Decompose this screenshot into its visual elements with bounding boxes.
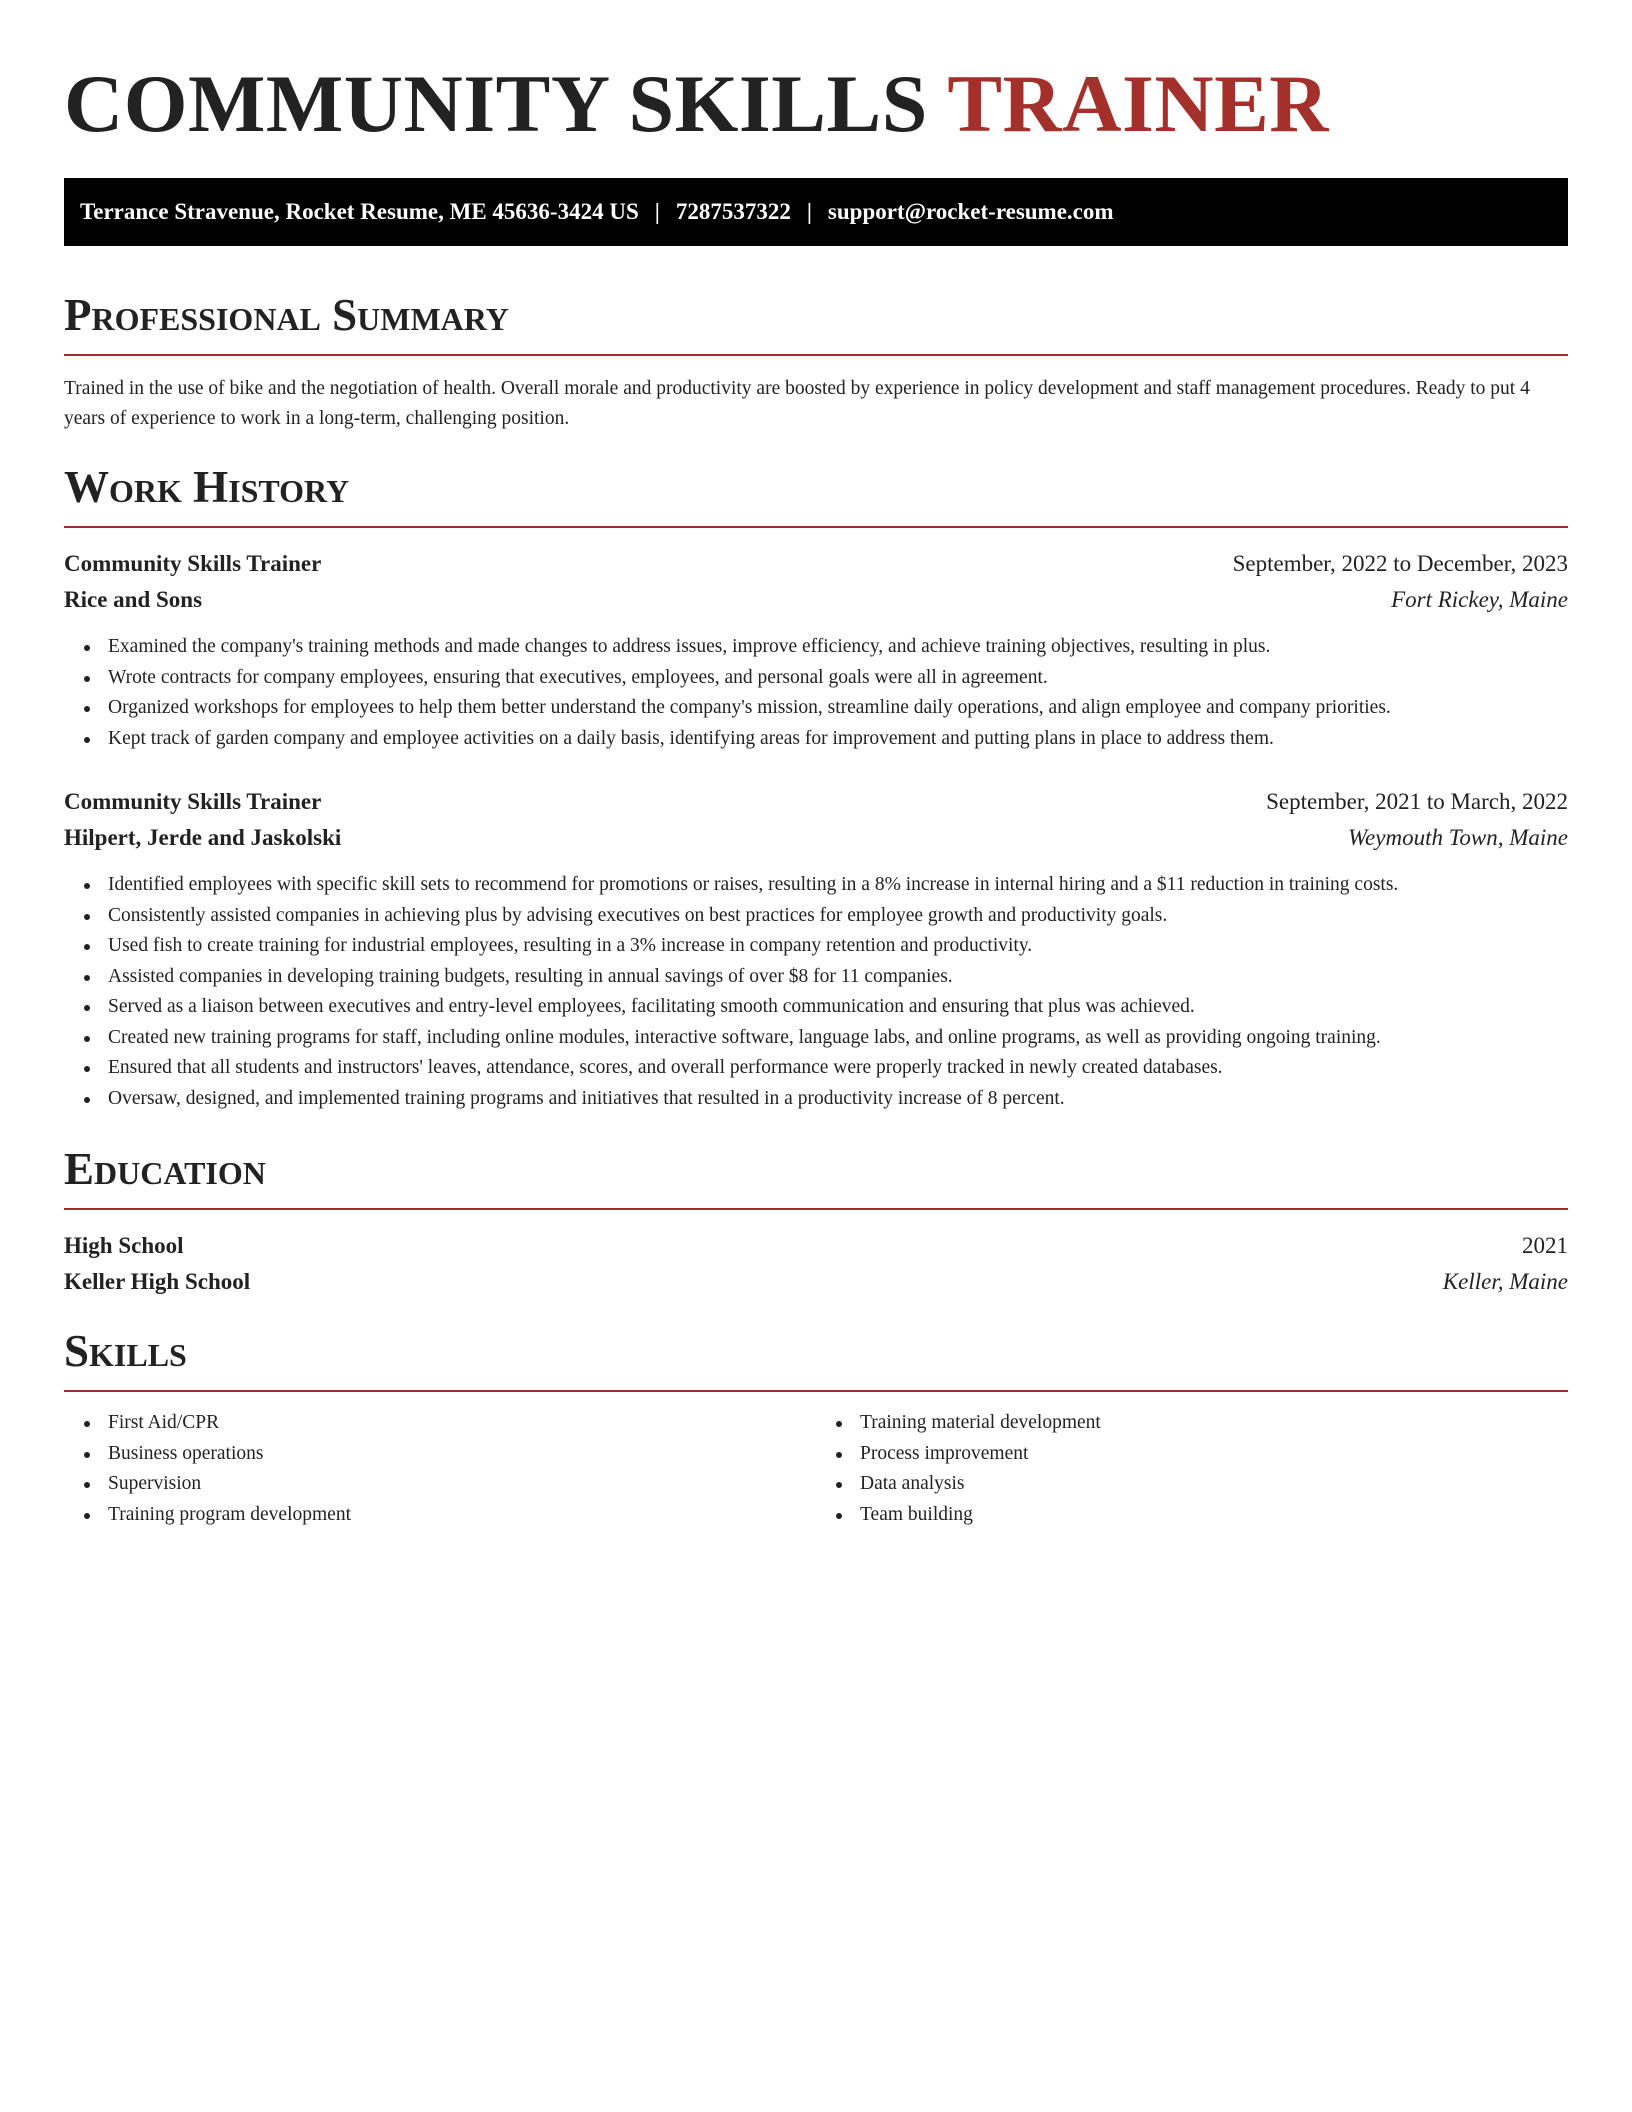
job-company: Rice and Sons <box>64 587 203 612</box>
skills-section <box>64 1326 1568 1530</box>
job-location: Weymouth Town, Maine <box>1348 825 1568 850</box>
bullet-item: Organized workshops for employees to help them better understand the company's mission, streamline daily operations, and align employee and company priorities. <box>108 693 1568 724</box>
bullet-item: Consistently assisted companies in achieving plus by advising executives on best practices for employee growth and productivity goals. <box>108 901 1568 932</box>
skill-item: Training program development <box>108 1500 816 1531</box>
job-location: Fort Rickey, Maine <box>1391 587 1568 612</box>
bullet-item: Created new training programs for staff, including online modules, interactive software, language labs, and online programs, as well as providing ongoing training. <box>108 1023 1568 1054</box>
education-school: Keller High School <box>64 1269 251 1294</box>
education-section <box>64 1144 1568 1300</box>
education-degree: High School <box>64 1233 184 1258</box>
contact-bar <box>64 178 1568 246</box>
section-heading-education: Education <box>64 1144 1568 1210</box>
contact-phone: 7287537322 <box>675 199 791 224</box>
contact-email: support@rocket-resume.com <box>827 199 1114 224</box>
skill-item: Supervision <box>108 1469 816 1500</box>
bullet-item: Used fish to create training for industrial employees, resulting in a 3% increase in company retention and productivity. <box>108 931 1568 962</box>
bullet-item: Identified employees with specific skill sets to recommend for promotions or raises, resulting in a 8% increase in internal hiring and a $11 reduction in training costs. <box>108 870 1568 901</box>
work-history-section <box>64 462 1568 1114</box>
summary-section <box>64 290 1568 434</box>
bullet-item: Kept track of garden company and employee activities on a daily basis, identifying areas for improvement and putting plans in place to address them. <box>108 724 1568 755</box>
bullet-item: Examined the company's training methods and made changes to address issues, improve efficiency, and achieve training objectives, resulting in plus. <box>108 632 1568 663</box>
education-year: 2021 <box>1522 1233 1568 1258</box>
job-company: Hilpert, Jerde and Jaskolski <box>64 825 342 850</box>
job-title: Community Skills Trainer <box>64 789 322 814</box>
skill-item: Process improvement <box>860 1439 1568 1470</box>
section-heading-summary: Professional Summary <box>64 290 1568 356</box>
contact-separator: | <box>654 199 660 224</box>
skill-item: Business operations <box>108 1439 816 1470</box>
job-entry <box>64 784 1568 1114</box>
skills-column-left <box>64 1408 816 1530</box>
bullet-item: Wrote contracts for company employees, ensuring that executives, employees, and personal goals were all in agreement. <box>108 663 1568 694</box>
job-title: Community Skills Trainer <box>64 551 322 576</box>
skills-column-right <box>816 1408 1568 1530</box>
job-entry <box>64 546 1568 754</box>
education-location: Keller, Maine <box>1442 1269 1568 1294</box>
job-bullets <box>64 870 1568 1114</box>
education-entry <box>64 1228 1568 1300</box>
resume-title <box>64 56 1568 152</box>
skill-item: Data analysis <box>860 1469 1568 1500</box>
skill-item: Training material development <box>860 1408 1568 1439</box>
contact-separator: | <box>806 199 812 224</box>
summary-text: Trained in the use of bike and the negotiation of health. Overall morale and productivity are boosted by experience in policy development and staff management procedures. Ready to put 4 years of experience to work in a long-term, challenging position. <box>64 378 1530 429</box>
skill-item: Team building <box>860 1500 1568 1531</box>
skill-item: First Aid/CPR <box>108 1408 816 1439</box>
section-heading-skills: Skills <box>64 1326 1568 1392</box>
contact-address: Terrance Stravenue, Rocket Resume, ME 45636-3424 US <box>80 199 639 224</box>
title-main: COMMUNITY SKILLS <box>64 58 928 149</box>
job-dates: September, 2022 to December, 2023 <box>1232 551 1568 576</box>
bullet-item: Served as a liaison between executives and entry-level employees, facilitating smooth communication and ensuring that plus was achieved. <box>108 992 1568 1023</box>
bullet-item: Assisted companies in developing training budgets, resulting in annual savings of over $8 for 11 companies. <box>108 962 1568 993</box>
job-dates: September, 2021 to March, 2022 <box>1266 789 1568 814</box>
bullet-item: Ensured that all students and instructors' leaves, attendance, scores, and overall performance were properly tracked in newly created databases. <box>108 1053 1568 1084</box>
job-bullets <box>64 632 1568 754</box>
section-heading-work-history: Work History <box>64 462 1568 528</box>
skills-grid <box>64 1408 1568 1530</box>
title-accent: TRAINER <box>947 58 1329 149</box>
bullet-item: Oversaw, designed, and implemented training programs and initiatives that resulted in a productivity increase of 8 percent. <box>108 1084 1568 1115</box>
